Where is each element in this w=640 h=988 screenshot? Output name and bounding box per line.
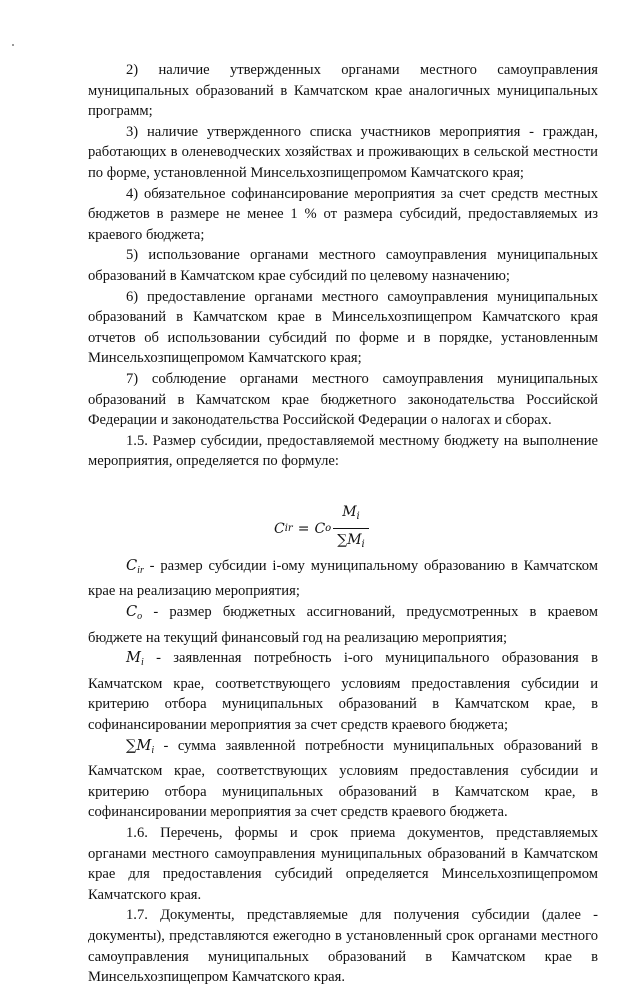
definition-text: - размер субсидии i-ому муниципальному образованию в Камчатском крае на реализацию мероприятия; xyxy=(88,557,598,600)
definition-m-i xyxy=(88,648,598,735)
formula-den-sub: i xyxy=(361,539,365,551)
formula-num-sub: i xyxy=(356,510,360,522)
definition-text: - размер бюджетных ассигнований, предусмотренных в краевом бюджете на текущий финансовый год на реализацию мероприятия; xyxy=(88,604,598,646)
formula-c-sub: o xyxy=(325,522,332,534)
formula-lhs-sub: ir xyxy=(284,522,293,534)
definition-symbol: C xyxy=(126,603,138,621)
paragraph-item-3: 3) наличие утвержденного списка участников мероприятия - граждан, работающих в оленеводческих хозяйствах и проживающих в сельской местности по форме, установленной Минсельхозпищепромом Камчатского края; xyxy=(88,123,598,181)
definition-subscript: o xyxy=(137,611,143,623)
definition-subscript: i xyxy=(151,744,155,756)
scan-dot xyxy=(12,44,14,46)
formula-c-var: C xyxy=(314,520,326,537)
definition-symbol: ∑M xyxy=(126,736,152,754)
paragraph-item-4: 4) обязательное софинансирование мероприятия за счет средств местных бюджетов в размере не менее 1 % от размера субсидий, предоставляемых из краевого бюджета; xyxy=(88,185,598,243)
definition-sum-m-i xyxy=(88,736,598,823)
paragraph-item-7: 7) соблюдение органами местного самоуправления муниципальных образований в Камчатском крае бюджетного законодательства Российской Федерации и законодательства Российской Федерации о налогах и сборах. xyxy=(88,370,598,429)
paragraph-item-6: 6) предоставление органами местного самоуправления муниципальных образований в Камчатском крае в Минсельхозпищепром Камчатского края отчетов об использовании субсидий по форме и в порядке, установленным Минсельхозпищепромом Камчатского края; xyxy=(88,288,598,367)
definition-subscript: i xyxy=(140,657,144,669)
definition-text: - заявленная потребность i-ого муниципального образования в Камчатском крае, соответствующего условиям предоставления субсидии и критерию отбора муниципальных образований в Камчатском крае, в софинансировании мероприятия за счет средств краевого бюджета; xyxy=(88,650,598,734)
paragraph-item-5: 5) использование органами местного самоуправления муниципальных образований в Камчатском крае субсидий по целевому назначению; xyxy=(88,247,598,284)
definition-text: - сумма заявленной потребности муниципальных образований в Камчатском крае, соответствующих условиям предоставления субсидии и критерию отбора муниципальных образований в Камчатском крае, в софинансировании мероприятия за счет средств краевого бюджета. xyxy=(88,737,598,821)
paragraph-1-6: 1.6. Перечень, формы и срок приема документов, представляемых органами местного самоуправления муниципальных образований в Камчатском крае для предоставления субсидий определяется Минсельхозпищепромом Камчатского края. xyxy=(88,825,598,903)
formula-num-var: M xyxy=(342,503,357,520)
formula-equals: = xyxy=(297,520,310,537)
formula-fraction xyxy=(333,502,369,556)
definition-symbol: C xyxy=(126,556,138,574)
definition-symbol: M xyxy=(126,649,141,667)
definition-c-o xyxy=(88,602,598,648)
definition-c-ir xyxy=(88,556,598,602)
formula-sum-sign: ∑ xyxy=(337,532,348,549)
definition-subscript: ir xyxy=(137,564,144,576)
paragraph-item-2: 2) наличие утвержденных органами местного самоуправления муниципальных образований в Камчатском крае аналогичных муниципальных программ; xyxy=(88,62,598,120)
document-body xyxy=(88,60,598,988)
formula-lhs-var: C xyxy=(274,520,285,537)
paragraph-1-5: 1.5. Размер субсидии, предоставляемой местному бюджету на выполнение мероприятия, определяется по формуле: xyxy=(88,432,598,470)
paragraph-1-7: 1.7. Документы, представляемые для получения субсидии (далее - документы), представляются ежегодно в установленный срок органами местного самоуправления муниципальных образований в Камчатском крае в Минсельхозпищепром Камчатского края. xyxy=(88,907,598,986)
subsidy-formula xyxy=(88,472,598,556)
formula-den-var: M xyxy=(347,532,362,549)
